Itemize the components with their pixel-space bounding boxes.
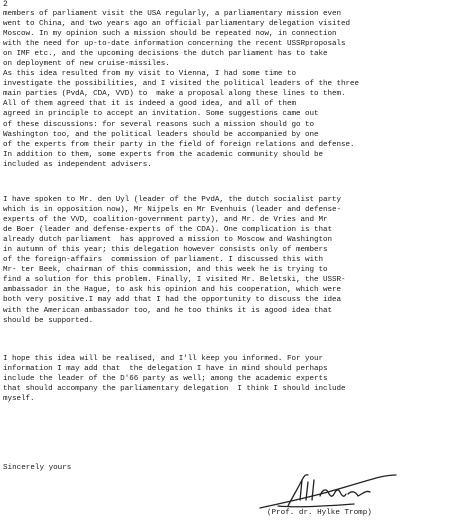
text-line: of the experts from their party in the field of foreign relations and defense. (3, 140, 355, 149)
handwritten-signature (258, 470, 428, 510)
text-line: information I may add that the delegation I have in mind should perhaps (3, 365, 328, 374)
text-line: ambassador in the Hague, to ask his opinion and his cooperation, which were (3, 286, 342, 295)
text-line: All of them agreed that it is indeed a good idea, and all of them (3, 100, 296, 109)
text-line: myself. (3, 395, 35, 404)
text-line: both very positive.I may add that I had the opportunity to discuss the idea (3, 296, 342, 305)
text-line: on deployment of new cruise-missiles. (3, 60, 170, 69)
closing-salutation: Sincerely yours (3, 464, 72, 472)
text-line: with the need for up-to-date information concerning the recent USSRproposals (3, 40, 346, 49)
text-line: members of parliament visit the USA regularly, a parliamentary mission even (3, 10, 342, 18)
text-line: already dutch parliament has approved a mission to Moscow and Washington (3, 236, 333, 245)
text-line: in autumn of this year; this delegation however consists only of members (3, 246, 328, 255)
paragraph-mission (3, 9, 449, 170)
text-line: which is in opposition now), Mr Nijpels en Mr Evenhuis (leader and defense- (3, 206, 342, 215)
text-line: went to China, and two years ago an official parliamentary delegation visited (3, 20, 351, 29)
text-line: on IMF etc., and the upcoming decisions the dutch parliament has to take (3, 50, 328, 59)
text-line: should be supported. (3, 316, 94, 325)
paragraph-closing-remarks (3, 354, 449, 404)
text-line: of these discussions: for several reasons such a mission should go to (3, 120, 314, 129)
text-line: de Boer (leader and defense-experts of the CDA). One complication is that (3, 226, 333, 235)
text-line: I hope this idea will be realised, and I'll keep you informed. For your (3, 355, 323, 363)
paragraph-consultations (3, 195, 449, 326)
text-line: include the leader of the D'66 party as well; among the academic experts (3, 375, 328, 384)
signatory-name: (Prof. dr. Hylke Tromp) (267, 509, 372, 517)
text-line: agreed in principle to accept an invitation. Some suggestions came out (3, 110, 319, 119)
text-line: of the foreign-affairs commission of parliament. I discussed this with (3, 256, 323, 265)
text-line: Moscow. In my opinion such a mission should be repeated now, in connection (3, 30, 337, 39)
text-line: In addition to them, some experts from the academic community should be (3, 150, 323, 159)
text-line: As this idea resulted from my visit to Vienna, I had some time to (3, 70, 296, 79)
text-line: Washington too, and the political leaders should be accompanied by one (3, 130, 319, 139)
text-line: main parties (PvdA, CDA, VVD) to make a proposal along these lines to them. (3, 90, 346, 99)
text-line: that should accompany the parliamentary delegation I think I should include (3, 385, 346, 394)
text-line: investigate the possibilities, and I visited the political leaders of the three (3, 80, 360, 89)
text-line: find a solution for this problem. Finally, I visited Mr. Beletski, the USSR- (3, 276, 346, 285)
text-line: with the American ambassador too, and he too thinks it is agood idea that (3, 306, 333, 315)
text-line: Mr- ter Beek, chairman of this commission, and this week he is trying to (3, 266, 328, 275)
text-line: included as independent advisers. (3, 160, 152, 169)
page-number: 2 (3, 0, 8, 9)
text-line: experts of the VVD, coalition-government party), and Mr. de Vries and Mr (3, 216, 328, 225)
text-line: I have spoken to Mr. den Uyl (leader of the PvdA, the dutch socialist party (3, 196, 342, 204)
